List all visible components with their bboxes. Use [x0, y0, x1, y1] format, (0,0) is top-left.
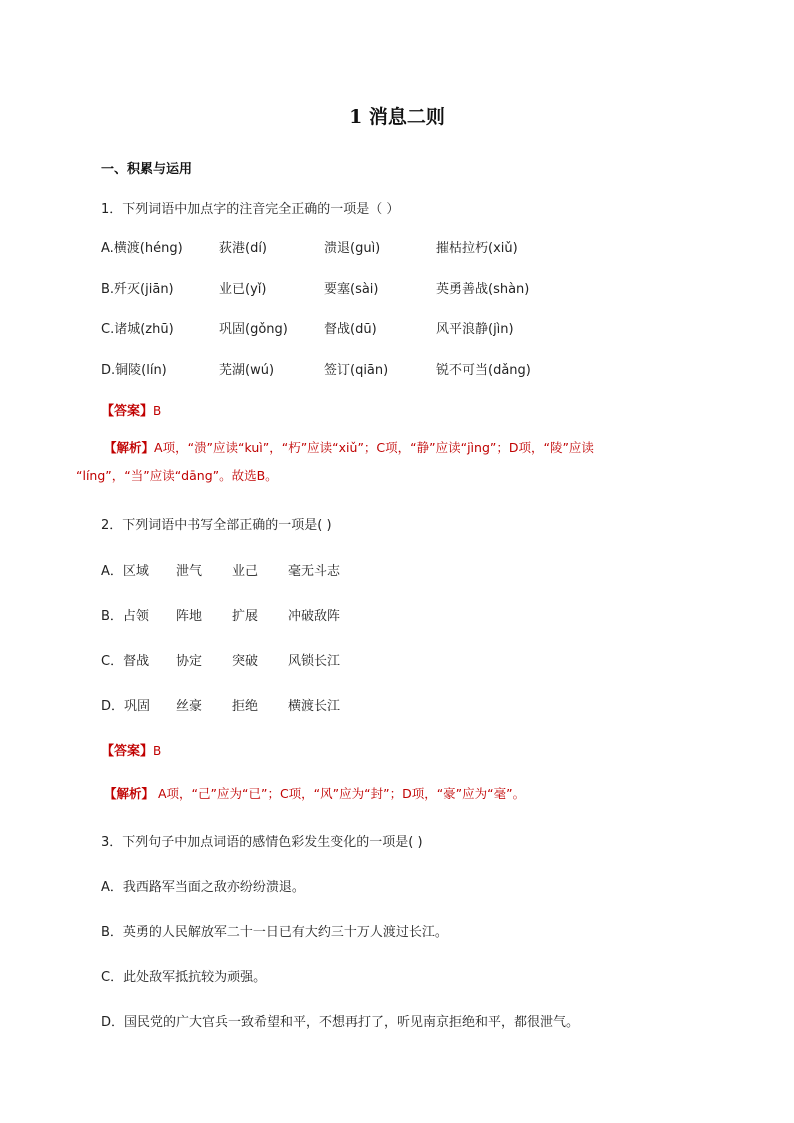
- q2-option-b-3: 扩展: [232, 609, 259, 624]
- q1-option-d-4: 锐不可当(dǎng): [436, 363, 531, 378]
- q1-option-c-2: 巩固(gǒng): [219, 322, 288, 337]
- q1-option-a-4: 摧枯拉朽(xiǔ): [436, 241, 518, 256]
- q2-option-d-3: 拒绝: [232, 699, 259, 714]
- q2-option-c-1: C．督战: [101, 654, 150, 669]
- q2-option-d-1: D．巩固: [101, 699, 151, 714]
- answer-value: B: [153, 404, 162, 418]
- q2-option-a-2: 泄气: [176, 564, 203, 579]
- q1-option-b-2: 业已(yǐ): [219, 282, 267, 297]
- q2-option-b-1: B．占领: [101, 609, 149, 624]
- explanation-tag: 【解析】: [104, 786, 155, 801]
- q2-option-c-4: 风锁长江: [288, 654, 341, 669]
- q3-option-b: B．英勇的人民解放军二十一日已有大约三十万人渡过长江。: [101, 925, 448, 940]
- q2-answer: [101, 740, 161, 759]
- section-heading: 一、积累与运用: [101, 162, 193, 177]
- q1-option-a-2: 荻港(dí): [219, 241, 268, 256]
- q3-stem: 3．下列句子中加点词语的感情色彩发生变化的一项是( ): [101, 835, 423, 850]
- q1-explanation: [104, 434, 754, 462]
- q2-option-c-3: 突破: [232, 654, 259, 669]
- q2-option-a-3: 业己: [232, 564, 259, 579]
- q2-option-d-4: 横渡长江: [288, 699, 341, 714]
- explanation-tag: 【解析】: [104, 440, 155, 455]
- answer-tag: 【答案】: [101, 404, 154, 419]
- q1-answer: [101, 400, 161, 419]
- answer-value: B: [153, 744, 162, 758]
- q2-option-c-2: 协定: [176, 654, 203, 669]
- q1-option-a-3: 溃退(guì): [324, 241, 381, 256]
- explanation-line-1: A项，“溃”应读“kuì”，“朽”应读“xiǔ”；C项，“静”应读“jìng”；D项，“陵”应读: [154, 440, 594, 455]
- q2-option-b-4: 冲破敌阵: [288, 609, 341, 624]
- q3-option-c: C．此处敌军抵抗较为顽强。: [101, 970, 267, 985]
- q1-option-c-1: C.诸城(zhū): [101, 322, 174, 337]
- q1-option-a-1: A.横渡(héng): [101, 241, 183, 256]
- q1-option-d-2: 芜湖(wú): [219, 363, 275, 378]
- q2-option-a-1: A．区域: [101, 564, 149, 579]
- q1-option-c-3: 督战(dū): [324, 322, 377, 337]
- q2-option-b-2: 阵地: [176, 609, 203, 624]
- q1-option-c-4: 风平浪静(jìn): [436, 322, 514, 337]
- q2-option-a-4: 毫无斗志: [288, 564, 341, 579]
- q3-option-a: A．我西路军当面之敌亦纷纷溃退。: [101, 880, 305, 895]
- answer-tag: 【答案】: [101, 744, 154, 759]
- q2-option-d-2: 丝豪: [176, 699, 203, 714]
- q2-stem: 2．下列词语中书写全部正确的一项是( ): [101, 518, 332, 533]
- q1-option-d-3: 签订(qiān): [324, 363, 389, 378]
- q1-stem: 1．下列词语中加点字的注音完全正确的一项是（ ）: [101, 202, 400, 217]
- q3-option-d: D．国民党的广大官兵一致希望和平，不想再打了，听见南京拒绝和平，都很泄气。: [101, 1015, 580, 1030]
- q1-option-b-4: 英勇善战(shàn): [436, 282, 530, 297]
- q2-explanation: [104, 780, 754, 808]
- explanation-line-1: A项，“己”应为“已”；C项，“风”应为“封”；D项，“豪”应为“毫”。: [154, 786, 526, 801]
- q1-option-b-3: 要塞(sài): [324, 282, 379, 297]
- q1-explanation-cont: “líng”，“当”应读“dāng”。故选B。: [76, 468, 278, 483]
- page-title: 1 消息二则: [349, 106, 445, 128]
- q1-option-b-1: B.歼灭(jiān): [101, 282, 174, 297]
- q1-option-d-1: D.铜陵(lín): [101, 363, 167, 378]
